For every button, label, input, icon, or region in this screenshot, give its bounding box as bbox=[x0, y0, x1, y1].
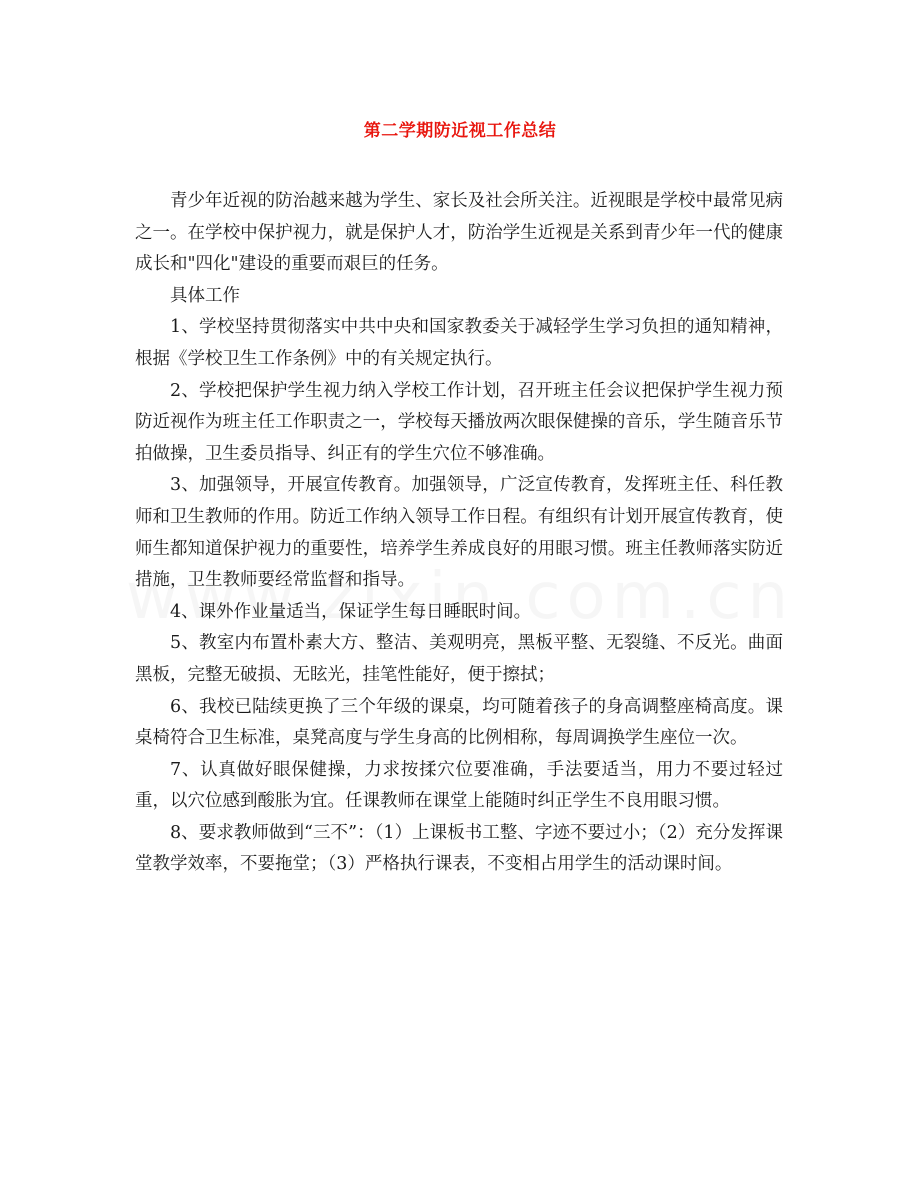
document-body bbox=[135, 186, 783, 881]
paragraph-item-8: 8、要求教师做到“三不”：（1）上课板书工整、字迹不要过小；（2）充分发挥课堂教学效率，不要拖堂；（3）严格执行课表，不变相占用学生的活动课时间。 bbox=[135, 822, 783, 875]
document-title: 第二学期防近视工作总结 bbox=[363, 121, 557, 141]
paragraph-item-7: 7、认真做好眼保健操，力求按揉穴位要准确，手法要适当，用力不要过轻过重，以穴位感到酸胀为宜。任课教师在课堂上能随时纠正学生不良用眼习惯。 bbox=[135, 759, 783, 812]
paragraph-item-5: 5、教室内布置朴素大方、整洁、美观明亮，黑板平整、无裂缝、不反光。曲面黑板，完整无破损、无眩光，挂笔性能好，便于擦拭； bbox=[135, 633, 783, 685]
paragraph-item-6: 6、我校已陆续更换了三个年级的课桌，均可随着孩子的身高调整座椅高度。课桌椅符合卫生标准，桌凳高度与学生身高的比例相称，每周调换学生座位一次。 bbox=[135, 696, 783, 749]
paragraph-intro: 青少年近视的防治越来越为学生、家长及社会所关注。近视眼是学校中最常见病之一。在学校中保护视力，就是保护人才，防治学生近视是关系到青少年一代的健康成长和"四化"建设的重要而艰巨的任务。 bbox=[135, 191, 783, 275]
paragraph-item-3: 3、加强领导，开展宣传教育。加强领导，广泛宣传教育，发挥班主任、科任教师和卫生教师的作用。防近工作纳入领导工作日程。有组织有计划开展宣传教育，使师生都知道保护视力的重要性，培养学生养成良好的用眼习惯。班主任教师落实防近措施，卫生教师要经常监督和指导。 bbox=[135, 475, 783, 591]
paragraph-item-1: 1、学校坚持贯彻落实中共中央和国家教委关于减轻学生学习负担的通知精神，根据《学校卫生工作条例》中的有关规定执行。 bbox=[135, 317, 783, 369]
section-heading: 具体工作 bbox=[170, 285, 240, 306]
paragraph-item-2: 2、学校把保护学生视力纳入学校工作计划，召开班主任会议把保护学生视力预防近视作为班主任工作职责之一，学校每天播放两次眼保健操的音乐，学生随音乐节拍做操，卫生委员指导、纠正有的学生穴位不够准确。 bbox=[135, 380, 783, 464]
paragraph-item-4: 4、课外作业量适当，保证学生每日睡眠时间。 bbox=[170, 601, 532, 622]
